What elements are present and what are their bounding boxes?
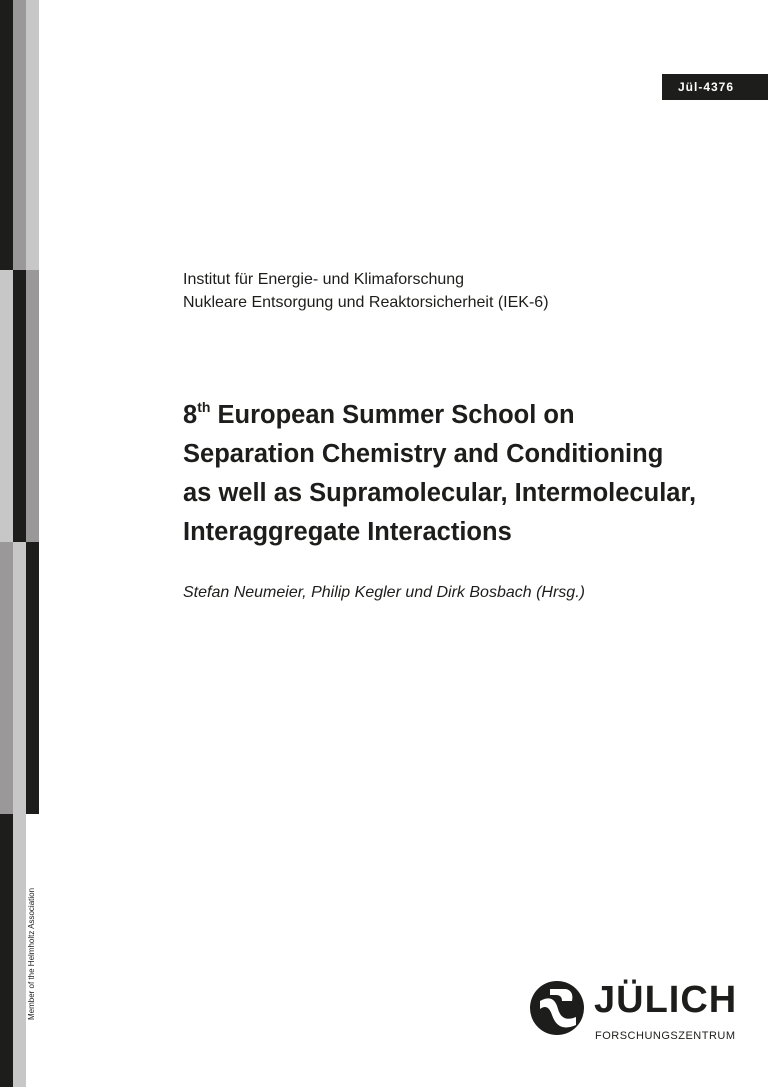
report-number-badge: Jül-4376 [662, 74, 768, 100]
stripe-dark [26, 542, 39, 814]
institute-division: Nukleare Entsorgung und Reaktorsicherheit (IEK-6) [183, 294, 549, 311]
title-line-4: Interaggregate Interactions [183, 518, 512, 546]
stripe-mid [13, 0, 26, 270]
stripe-mid [26, 270, 39, 542]
stripe-light [26, 0, 39, 270]
title-line-1 [183, 396, 753, 435]
title-line-2: Separation Chemistry and Conditioning [183, 440, 664, 468]
document-title [183, 396, 753, 552]
title-ordinal-suffix: th [197, 399, 211, 415]
stripe-light [0, 270, 13, 542]
logo-subtitle: FORSCHUNGSZENTRUM [595, 1030, 736, 1042]
institute-name: Institut für Energie- und Klimaforschung [183, 271, 465, 288]
title-line-1-text: European Summer School on [210, 401, 575, 429]
juelich-logo-icon [528, 979, 586, 1037]
stripe-mid [0, 542, 13, 814]
logo-wordmark: JÜLICH [594, 979, 738, 1021]
title-line-3: as well as Supramolecular, Intermolecular, [183, 479, 697, 507]
stripe-dark [13, 270, 26, 542]
juelich-logo [528, 976, 738, 1046]
stripe-dark [0, 814, 13, 1087]
stripe-light [13, 542, 26, 814]
title-ordinal-number: 8 [183, 401, 198, 429]
helmholtz-membership-label: Member of the Helmholtz Association [27, 887, 36, 1020]
stripe-dark [0, 0, 13, 270]
authors-editors: Stefan Neumeier, Philip Kegler und Dirk Bosbach (Hrsg.) [183, 584, 585, 601]
stripe-light [13, 814, 26, 1087]
institute-block [183, 268, 549, 314]
